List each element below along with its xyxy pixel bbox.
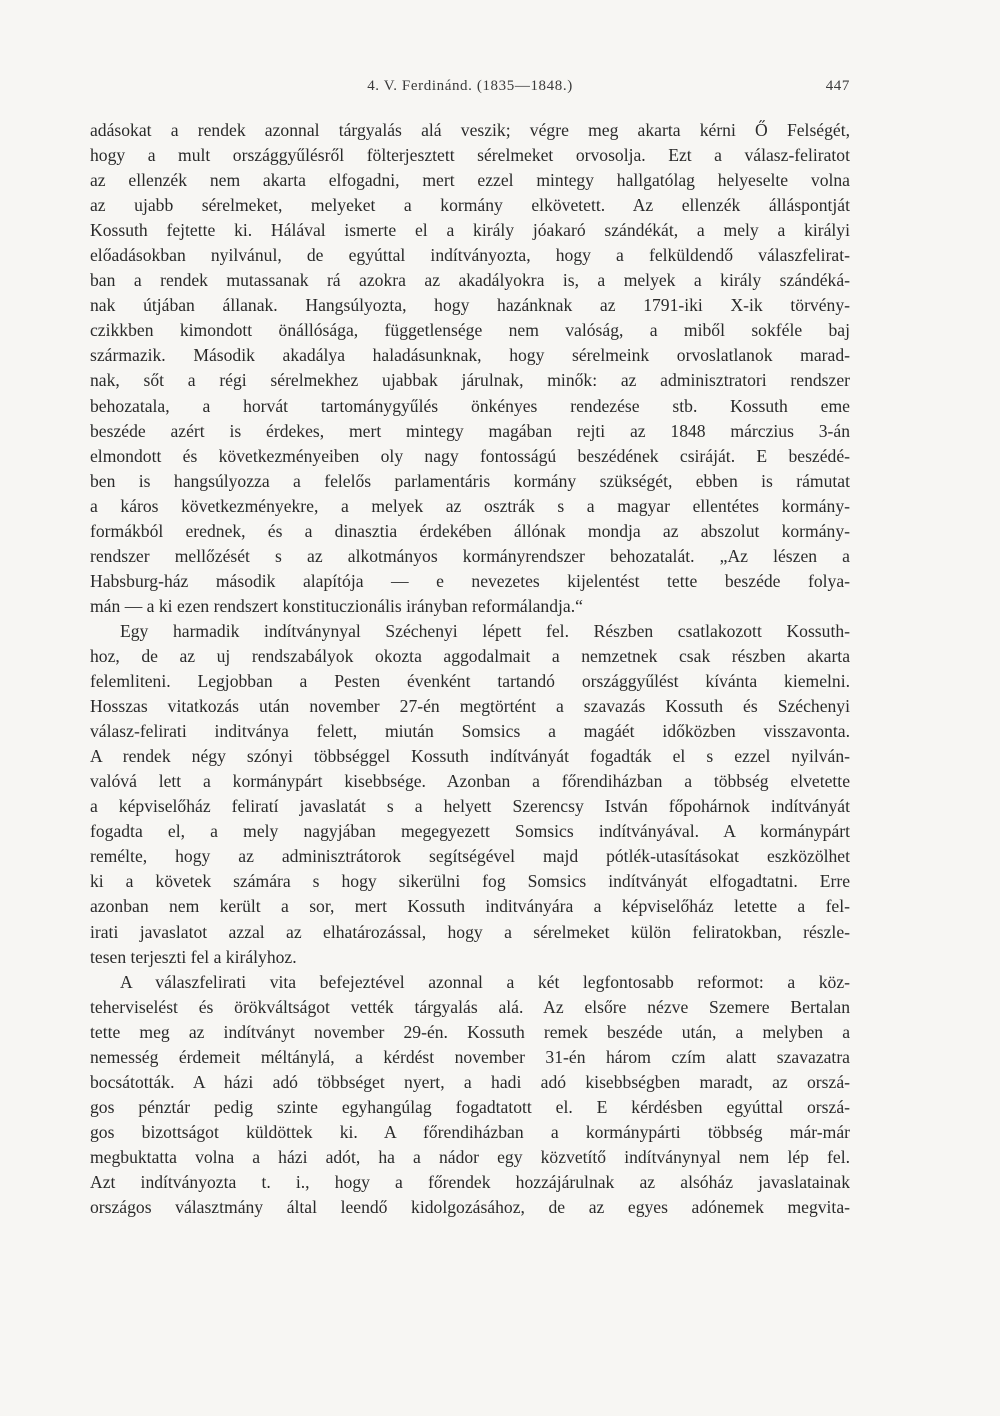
text-line: országos választmány által leendő kidolgozásához, de az egyes adónemek megvita- (90, 1197, 850, 1218)
text-line: hoz, de az uj rendszabályok okozta aggodalmait a nemzetnek csak részben akarta (90, 645, 850, 666)
text-line: megbuktatta volna a házi adót, ha a nádor egy közvetítő indítványnyal nem lép fel. (90, 1146, 850, 1167)
text-line: remélte, hogy az adminisztrátorok segítségével majd pótlék-utasításokat eszközölhet (90, 846, 850, 867)
text-line: nak útjában állanak. Hangsúlyozta, hogy hazánknak az 1791-iki X-ik törvény- (90, 295, 850, 316)
text-line: fogadta el, a mely nagyjában megegyezett Somsics indítványával. A kormánypárt (90, 821, 850, 842)
text-line: czikkben kimondott önállósága, függetlensége nem valóság, a miből sokféle baj (90, 320, 850, 341)
text-line: előadásokban nyilvánul, de egyúttal indítványozta, hogy a felküldendő válaszfelirat- (90, 245, 850, 266)
text-line: válasz-felirati inditványa felett, miután Somsics a magáét időközben visszavonta. (90, 721, 850, 742)
text-line: Kossuth fejtette ki. Hálával ismerte el a király jóakaró szándékát, a mely a királyi (90, 220, 850, 241)
text-line: bocsátották. A házi adó többséget nyert, a hadi adó kisebbségben maradt, az orszá- (90, 1071, 850, 1092)
paragraph-start-line: A válaszfelirati vita befejeztével azonnal a két legfontosabb reformot: a köz- (120, 971, 850, 992)
text-line: az ujabb sérelmeket, melyeket a kormány elkövetett. Az ellenzék álláspontját (90, 195, 850, 216)
body-text (90, 118, 850, 1220)
text-line: rendszer mellőzését s az alkotmányos kormányrendszer behozatalát. „Az lészen a (90, 545, 850, 566)
text-line: elmondott és következményeiben oly nagy fontosságú beszédének csiráját. E beszédé- (90, 445, 850, 466)
text-line: Azt indítványozta t. i., hogy a főrendek hozzájárulnak az alsóház javaslatainak (90, 1171, 850, 1192)
text-line: azonban nem került a sor, mert Kossuth inditványára a képviselőház letette a fel- (90, 896, 850, 917)
text-line: tette meg az indítványt november 29-én. Kossuth remek beszéde után, a melyben a (90, 1021, 850, 1042)
text-line: a káros következményekre, a melyek az osztrák s a magyar ellentétes kormány- (90, 495, 850, 516)
text-line: a képviselőház feliratí javaslatát s a helyett Szerencsy István főpohárnok indítványát (90, 796, 850, 817)
text-line: ban a rendek mutassanak rá azokra az akadályokra is, a melyek a király szándéká- (90, 270, 850, 291)
page-header (90, 78, 850, 102)
text-line: valóvá lett a kormánypárt kisebbsége. Azonban a főrendiházban a többség elvetette (90, 771, 850, 792)
text-line: nemesség érdemeit méltánylá, a kérdést november 31-én három czím alatt szavazatra (90, 1046, 850, 1067)
running-head: 4. V. Ferdinánd. (1835—1848.) (367, 78, 573, 94)
text-line: A rendek négy szónyi többséggel Kossuth indítványát fogadták el s ezzel nyilván- (90, 746, 850, 767)
page-number: 447 (825, 78, 850, 94)
text-line: ben is hangsúlyozza a felelős parlamentáris kormány szükségét, ebben is rámutat (90, 470, 850, 491)
text-line: gos bizottságot küldöttek ki. A főrendiházban a kormánypárti többség már-már (90, 1121, 850, 1142)
text-line: formákból erednek, és a dinasztia érdekében állónak mondja az abszolut kormány- (90, 520, 850, 541)
text-line: nak, sőt a régi sérelmekhez ujabbak járulnak, minők: az adminisztratori rendszer (90, 370, 850, 391)
paragraph-end-line: mán — a ki ezen rendszert konstituczionális irányban reformálandja.“ (90, 595, 583, 616)
text-line: teherviselést és örökváltságot vették tárgyalás alá. Az elsőre nézve Szemere Bertalan (90, 996, 850, 1017)
text-line: behozatala, a horvát tartománygyűlés önkényes rendezése stb. Kossuth eme (90, 395, 850, 416)
text-line: Hosszas vitatkozás után november 27-én megtörtént a szavazás Kossuth és Széchenyi (90, 696, 850, 717)
text-line: beszéde azért is érdekes, mert mintegy magában rejti az 1848 márczius 3-án (90, 420, 850, 441)
paragraph-start-line: Egy harmadik indítványnyal Széchenyi lépett fel. Részben csatlakozott Kossuth- (120, 620, 850, 641)
text-line: Habsburg-ház második alapítója — e nevezetes kijelentést tette beszéde folya- (90, 570, 850, 591)
paragraph-end-line: tesen terjeszti fel a királyhoz. (90, 946, 297, 967)
text-line: gos pénztár pedig szinte egyhangúlag fogadtatott el. E kérdésben egyúttal orszá- (90, 1096, 850, 1117)
text-line: ki a követek számára s hogy sikerülni fog Somsics indítványát elfogadtatni. Erre (90, 871, 850, 892)
text-line: felemliteni. Legjobban a Pesten évenként tartandó országgyűlést kívánta kiemelni. (90, 671, 850, 692)
text-line: az ellenzék nem akarta elfogadni, mert ezzel mintegy hallgatólag helyeselte volna (90, 170, 850, 191)
text-line: hogy a mult országgyűlésről fölterjesztett sérelmeket orvosolja. Ezt a válasz-feliratot (90, 145, 850, 166)
text-line: adásokat a rendek azonnal tárgyalás alá veszik; végre meg akarta kérni Ő Felségét, (90, 120, 850, 140)
text-line: származik. Második akadálya haladásunknak, hogy sérelmeink orvoslatlanok marad- (90, 345, 850, 366)
text-line: irati javaslatot azzal az elhatározással, hogy a sérelmeket külön feliratokban, részle- (90, 921, 850, 942)
